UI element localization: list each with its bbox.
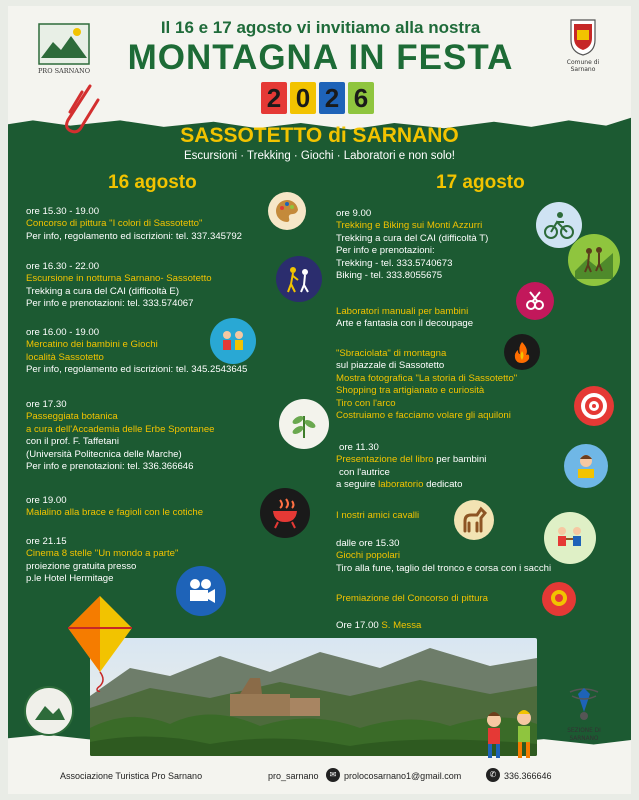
projector-icon <box>176 566 226 616</box>
event-title-2: località Sassotetto <box>26 351 104 363</box>
footer-association: Associazione Turistica Pro Sarnano <box>60 771 203 781</box>
event-time: ore 17.30 <box>26 399 67 410</box>
cai-caption-1: SEZIONE DI <box>567 728 601 734</box>
day1-event <box>26 327 326 377</box>
pro-sarnano-logo <box>32 22 96 82</box>
event-title: "Sbraciolata" di montagna <box>336 348 447 359</box>
event-title-e: Costruiamo e facciamo volare gli aquiloni <box>336 410 511 422</box>
trekkers-icon <box>568 234 620 286</box>
event-title-d: Tiro con l'arco <box>336 397 396 409</box>
pro-sarnano-caption: PRO SARNANO <box>37 67 91 75</box>
phone-icon: ✆ <box>486 768 500 782</box>
event-line: con il prof. F. Taffetani <box>26 436 119 448</box>
footer-email[interactable]: prolocosarnano1@gmail.com <box>344 771 462 781</box>
kids-illustration-icon <box>476 706 546 770</box>
main-title: MONTAGNA IN FESTA <box>127 38 514 77</box>
pro-loco-badge <box>24 686 74 736</box>
event-title: Escursione in notturna Sarnano- Sassotetto <box>26 273 212 285</box>
event-title: Cinema 8 stelle "Un mondo a parte" <box>26 548 179 560</box>
event-time: ore 16.30 - 22.00 <box>26 261 100 272</box>
event-line: con l'autrice <box>339 466 390 478</box>
comune-caption-2: Sarnano <box>570 65 596 73</box>
hikers-night-icon <box>276 256 322 302</box>
event-title: Laboratori manuali per bambini <box>336 306 469 317</box>
games-children-icon <box>544 512 596 564</box>
event-line: Per info e prenotazioni: tel. 333.574067 <box>26 298 194 310</box>
day1-title: 16 agosto <box>108 172 197 193</box>
horse-icon <box>454 500 494 540</box>
event-title: S. Messa <box>381 620 422 631</box>
event-title-c: Shopping tra artigianato e curiosità <box>336 385 485 397</box>
children-icon <box>210 318 256 364</box>
event-title: Passeggiata botanica <box>26 411 118 423</box>
footer-phone[interactable]: 336.366646 <box>504 771 552 781</box>
event-line: Per info e prenotazioni: <box>336 245 435 257</box>
event-line: Per info e prenotazioni: tel. 336.366646 <box>26 461 194 473</box>
event-time: ore 21.15 <box>26 536 67 547</box>
event-time: ore 15.30 - 19.00 <box>26 206 100 217</box>
event-title-tail: per bambini <box>436 454 487 466</box>
event-time: ore 9.00 <box>336 208 372 219</box>
event-time: dalle ore 15.30 <box>336 538 400 549</box>
event-line: Arte e fantasia con il decoupage <box>336 318 474 330</box>
award-rosette-icon <box>542 582 576 616</box>
event-line: Trekking - tel. 333.5740673 <box>336 257 453 269</box>
day2-title: 17 agosto <box>436 172 525 193</box>
year-blocks <box>261 82 374 114</box>
event-line: Per info, regolamento ed iscrizioni: tel. 345.2543645 <box>26 364 248 376</box>
year-digit: 6 <box>348 82 374 114</box>
event-line: Tiro alla fune, taglio del tronco e corsa con i sacchi <box>336 562 552 574</box>
footer-instagram[interactable]: pro_sarnano <box>268 771 319 781</box>
event-line: p.le Hotel Hermitage <box>26 573 114 585</box>
place-title: SASSOTETTO di SARNANO <box>180 124 459 147</box>
invite-line: Il 16 e 17 agosto vi invitiamo alla nostra <box>160 18 481 37</box>
event-poster <box>8 6 631 794</box>
event-line: Biking - tel. 333.8055675 <box>336 270 443 282</box>
event-title: I nostri amici cavalli <box>336 510 420 521</box>
event-time: ore 19.00 <box>26 495 67 506</box>
event-line-a: a seguire <box>336 479 379 491</box>
event-line: sul piazzale di Sassotetto <box>336 360 445 372</box>
year-digit: 0 <box>290 82 316 114</box>
event-title: Concorso di pittura "I colori di Sassotetto" <box>26 218 203 230</box>
day2-event <box>336 620 626 632</box>
palette-icon <box>268 192 306 230</box>
kite-icon <box>60 592 140 696</box>
bonfire-icon <box>504 334 540 370</box>
event-time: ore 11.30 <box>339 442 379 453</box>
grill-icon <box>260 488 310 538</box>
event-line-c: dedicato <box>423 479 463 491</box>
day2-event <box>336 593 626 605</box>
event-line-b: laboratorio <box>378 479 424 491</box>
event-time: ore 16.00 - 19.00 <box>26 327 100 338</box>
event-title-b: Mostra fotografica "La storia di Sassotetto" <box>336 372 518 384</box>
sassotetto-landscape-photo <box>90 638 537 756</box>
event-line: proiezione gratuita presso <box>26 560 137 572</box>
comune-sarnano-logo <box>559 16 607 73</box>
cai-sarnano-logo <box>554 682 614 743</box>
archery-target-icon <box>574 386 614 426</box>
herbs-icon <box>279 399 329 449</box>
subtitle: Escursioni · Trekking · Giochi · Laboratori e non solo! <box>183 150 455 162</box>
year-digit: 2 <box>261 82 287 114</box>
event-title: Maialino alla brace e fagioli con le cotiche <box>26 507 204 519</box>
event-title: Giochi popolari <box>336 550 400 562</box>
cai-caption-2: SARNANO <box>569 736 599 743</box>
event-title: Mercatino dei bambini e Giochi <box>26 339 158 351</box>
footer-bar <box>8 768 631 788</box>
event-title-2: a cura dell'Accademia delle Erbe Spontanee <box>26 423 215 435</box>
event-line: Trekking a cura del CAI (difficoltà E) <box>26 285 180 297</box>
event-line: Trekking a cura del CAI (difficoltà T) <box>336 232 489 244</box>
event-title: Trekking e Biking sui Monti Azzurri <box>336 220 483 232</box>
day2-event <box>336 306 626 331</box>
event-time: Ore 17.00 <box>336 620 379 631</box>
day1-event <box>26 399 326 473</box>
reader-girl-icon <box>564 444 608 488</box>
year-digit: 2 <box>319 82 345 114</box>
event-line: (Università Politecnica delle Marche) <box>26 448 182 460</box>
event-title: Presentazione del libro <box>336 454 434 466</box>
event-title: Premiazione <box>336 593 390 604</box>
event-line: Per info, regolamento ed iscrizioni: tel. 337.345792 <box>26 230 242 242</box>
email-icon: ✉ <box>326 768 340 782</box>
event-title-tail: del Concorso di pittura <box>392 593 488 604</box>
comune-caption-1: Comune di <box>566 59 600 66</box>
craft-icon <box>516 282 554 320</box>
day1-event <box>26 536 326 586</box>
